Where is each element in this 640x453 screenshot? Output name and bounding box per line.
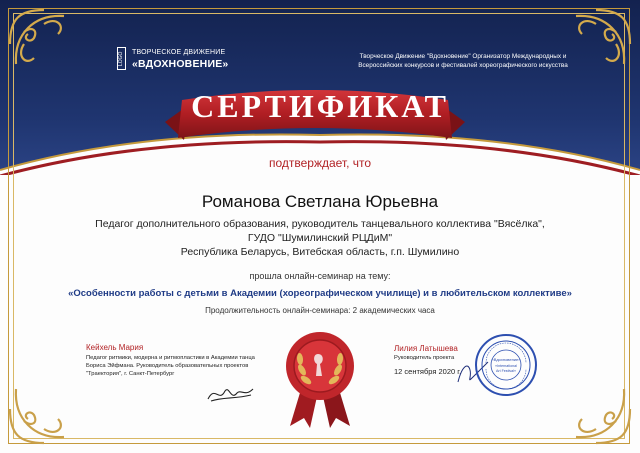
left-signatory-description: [86, 354, 286, 378]
stamp-line-3: Art Festival»: [496, 369, 516, 373]
wax-seal-icon: [280, 326, 360, 430]
seminar-topic: «Особенности работы с детьми в Академии (хореографическом училище) и в любительском коллективе»: [68, 288, 572, 299]
confirms-text: подтверждает, что: [268, 156, 372, 170]
seminar-duration: Продолжительность онлайн-семинара: 2 академических часа: [205, 306, 435, 315]
left-desc-line-3: "Траектория", г. Санкт-Петербург: [86, 371, 175, 377]
stamp-line-1: «Вдохновение»: [491, 357, 521, 362]
recipient-location: Республика Беларусь, Витебская область, г.п. Шумилино: [180, 246, 460, 258]
recipient-position: Педагог дополнительного образования, руководитель танцевального коллектива "Вясёлка",: [95, 218, 545, 230]
recipient-description: [60, 217, 580, 259]
organizer-line-2: Всероссийских конкурсов и фестивалей хореографического искусства: [358, 62, 568, 69]
issue-date: 12 сентября 2020 г.: [394, 367, 462, 376]
organizer-info: [348, 52, 578, 70]
passed-text: прошла онлайн-семинар на тему:: [249, 271, 391, 281]
corner-ornament-bottom-right: [546, 359, 636, 449]
stamp-line-2: «International: [495, 364, 517, 368]
organization-stamp-icon: [474, 333, 538, 397]
logo-mark: LOGO: [117, 47, 126, 70]
right-signatory-name: Лилия Латышева: [394, 344, 458, 353]
right-signatory-role: Руководитель проекта: [394, 355, 455, 361]
left-desc-line-1: Педагог ритмики, модерна и ритмопластики в Академии танца: [86, 355, 255, 361]
corner-ornament-top-right: [546, 4, 636, 94]
logo-title: «ВДОХНОВЕНИЕ»: [132, 58, 229, 70]
left-handwritten-signature: [205, 381, 257, 407]
corner-ornament-top-left: [4, 4, 94, 94]
left-desc-line-2: Бориса Эйфмана. Руководитель образовательных проектов: [86, 363, 249, 369]
corner-ornament-bottom-left: [4, 359, 94, 449]
recipient-institution: ГУДО "Шумилинский РЦДиМ": [247, 232, 393, 244]
certificate-title: СЕРТИФИКАТ: [191, 88, 449, 124]
left-signatory-name: Кейхель Мария: [86, 343, 144, 352]
recipient-name: Романова Светлана Юрьевна: [201, 192, 439, 211]
organizer-line-1: Творческое Движение "Вдохновение" Организатор Международных и: [359, 53, 567, 60]
logo-subtitle: ТВОРЧЕСКОЕ ДВИЖЕНИЕ: [132, 49, 226, 56]
